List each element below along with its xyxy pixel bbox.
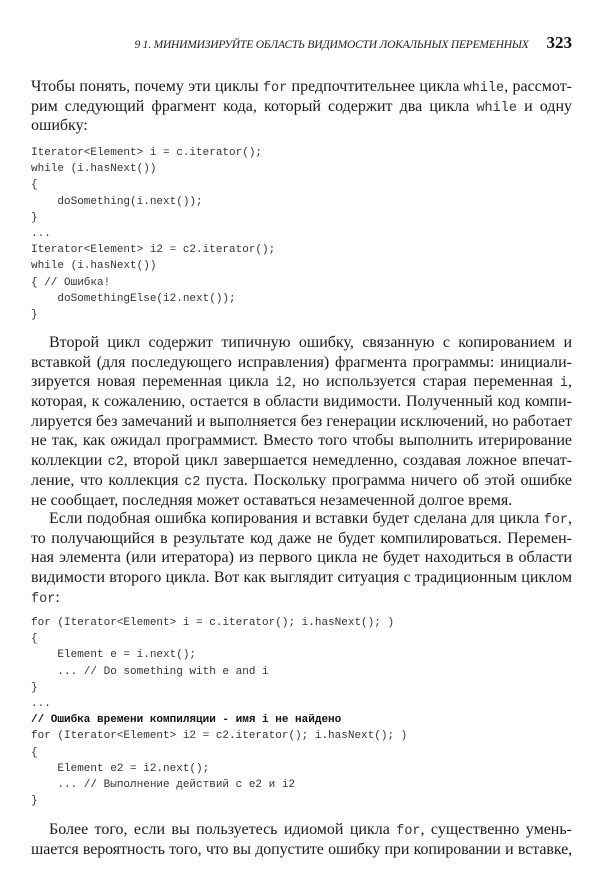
text-segment: Второй цикл содержит типичную ошибку, связанную с копированием и [49,334,572,351]
text-line [31,840,572,860]
text-segment: вставкой (для последующего исправления) фрагмента программы: инициали- [31,353,572,371]
code-comment-line: // Ошибка времени компиляции - имя i не найдено [31,714,342,727]
text-line [31,568,572,588]
text-line [31,77,572,97]
code-line: } [31,681,38,694]
code-line: { [31,179,38,192]
text-line [31,820,572,840]
code-line: Element e = i.next(); [31,649,197,662]
code-line: doSomething(i.next()); [31,195,203,208]
inline-code: i [559,376,568,392]
text-segment: то получающийся в результате код даже не будет компилироваться. Перемен- [31,529,572,547]
text-segment: , но используется старая переменная [291,373,560,391]
text-segment: пуста. Поскольку программа ничего об этой ошибке [200,471,573,489]
text-segment: предпочтительнее цикла [287,78,464,95]
code-line: while (i.hasNext()) [31,260,157,273]
text-segment: видимости второго цикла. Вот как выглядит ситуация с традиционным циклом [31,569,572,587]
code-line: for (Iterator<Element> i = c.iterator(); i.hasNext(); ) [31,617,395,629]
text-line [31,412,572,432]
text-line [31,431,572,451]
text-line [31,392,572,412]
code-line: for (Iterator<Element> i2 = c2.iterator(); i.hasNext(); ) [31,730,408,743]
text-segment: не сообщает, последняя может оставаться незамеченной долгое время. [31,491,513,509]
inline-code: for [262,81,288,96]
text-segment: не так, как ожидал программист. Вместо того чтобы выполнить итерирование [31,432,572,450]
page-number: 323 [546,33,572,52]
text-segment: Если подобная ошибка копирования и вставки будет сделана для цикла [49,510,544,527]
code-line: ... [31,227,51,240]
code-line: ... [31,697,51,710]
code-line: } [31,211,38,224]
inline-code: for [543,513,568,528]
running-header-title: 9 1. МИНИМИЗИРУЙТЕ ОБЛАСТЬ ВИДИМОСТИ ЛОКАЛЬНЫХ ПЕРЕМЕННЫХ [134,39,529,51]
text-segment: , второй цикл завершается немедленно, создавая ложное впечат- [123,452,573,470]
text-segment: , [568,373,572,391]
text-segment: ная элемента (или итератора) из первого цикла не будет находиться в области [31,549,572,567]
text-segment: лируется без замечаний и выполняется без генерации исключений, но работает [31,412,572,430]
text-segment: , существенно умень- [420,821,572,838]
text-segment: шается вероятность того, что вы допустите ошибку при копировании и вставке, [31,840,572,858]
inline-code: while [463,81,505,96]
inline-code: c2 [107,455,124,471]
text-line [31,451,572,471]
text-segment: и одну [516,97,573,115]
code-block [31,145,275,323]
text-line [31,588,572,608]
text-segment: Более того, если вы пользуетесь идиомой цикла [49,821,397,838]
inline-code: for [396,824,421,839]
text-line [31,97,572,117]
text-segment: , рассмот- [504,78,573,95]
text-segment: , [568,510,572,527]
text-line [31,116,572,136]
code-line: doSomethingElse(i2.next()); [31,292,236,305]
code-line: { [31,746,38,759]
text-line [31,333,572,353]
text-segment: ошибку: [31,117,88,135]
code-line: Iterator<Element> i = c.iterator(); [31,147,263,159]
text-segment: ление, что коллекция [31,471,185,489]
text-line [31,471,572,491]
running-header [0,33,572,53]
code-line: { // Ошибка! [31,276,111,289]
code-line: } [31,308,38,321]
code-block [31,615,407,809]
text-segment: которая, к сожалению, остается в области видимости. Полученный код компи- [31,393,572,411]
paragraph [31,333,572,510]
code-line: Iterator<Element> i2 = c2.iterator(); [31,244,276,257]
code-line: } [31,795,38,808]
inline-code: while [476,100,517,116]
text-line [31,372,572,392]
paragraph [31,77,572,136]
text-segment: зируется новая переменная цикла [31,373,276,391]
inline-code: i2 [275,376,292,392]
code-line: ... // Do something with e and i [31,665,269,678]
text-segment: : [55,588,60,606]
paragraph [31,509,572,607]
text-line [31,548,572,568]
inline-code: for [31,591,56,607]
paragraph [31,820,572,859]
text-segment: коллекции [31,452,108,470]
inline-code: c2 [184,474,201,490]
text-segment: рим следующий фрагмент кода, который содержит два цикла [31,97,477,115]
text-segment: Чтобы понять, почему эти циклы [31,78,263,95]
code-line: { [31,633,38,646]
code-line: while (i.hasNext()) [31,163,157,176]
text-line [31,491,572,511]
text-line [31,353,572,373]
code-line: Element e2 = i2.next(); [31,762,210,775]
text-line [31,529,572,549]
text-line [31,509,572,529]
code-line: ... // Выполнение действий с e2 и i2 [31,778,296,791]
